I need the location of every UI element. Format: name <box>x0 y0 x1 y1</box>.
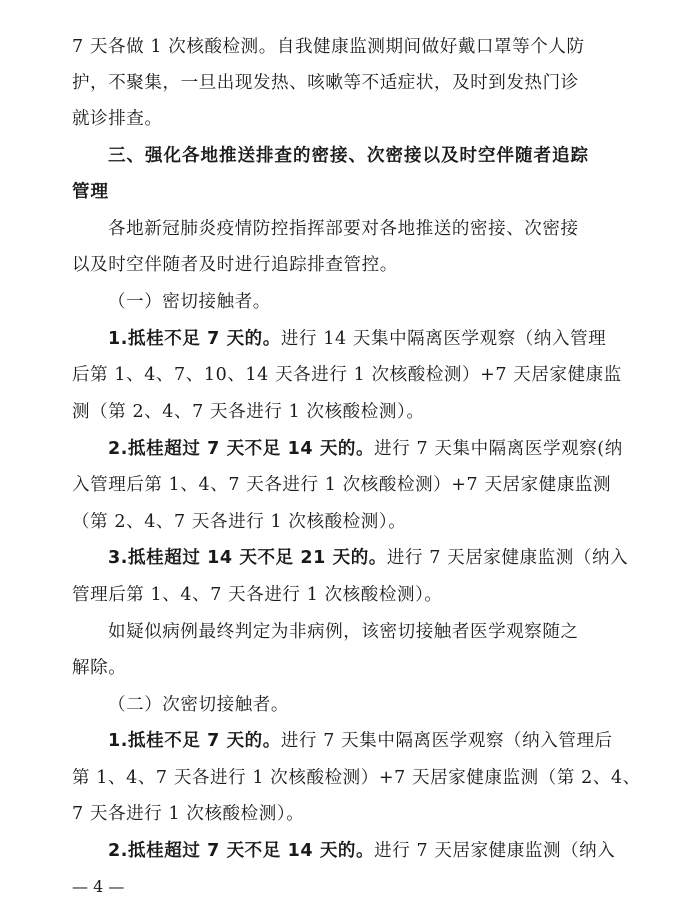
body-line: 入管理后第 1、4、7 天各进行 1 次核酸检测）+7 天居家健康监测 <box>72 475 612 495</box>
secondary-contacts-item-1 <box>108 726 613 756</box>
section-intro-cont: 以及时空伴随者及时进行追踪排查管控。 <box>72 255 398 275</box>
subsection-title-secondary-contacts: （二）次密切接触者。 <box>108 695 289 715</box>
item-lead: 2.抵桂超过 7 天不足 14 天的。 <box>108 439 375 459</box>
close-contacts-item-2 <box>108 434 623 464</box>
body-line: 第 1、4、7 天各进行 1 次核酸检测）+7 天居家健康监测（第 2、4、 <box>72 768 641 788</box>
note-line: 如疑似病例最终判定为非病例，该密切接触者医学观察随之 <box>108 622 579 642</box>
body-line: 护，不聚集，一旦出现发热、咳嗽等不适症状，及时到发热门诊 <box>72 73 579 93</box>
note-line-cont: 解除。 <box>72 658 127 678</box>
item-text: 进行 7 天集中隔离医学观察(纳 <box>374 439 623 459</box>
item-text: 进行 7 天集中隔离医学观察（纳入管理后 <box>280 731 613 751</box>
close-contacts-item-1 <box>108 324 606 354</box>
body-line: 测（第 2、4、7 天各进行 1 次核酸检测）。 <box>72 402 425 422</box>
body-line: 管理后第 1、4、7 天各进行 1 次核酸检测）。 <box>72 585 443 605</box>
item-lead: 2.抵桂超过 7 天不足 14 天的。 <box>108 841 375 861</box>
section-heading-cont: 管理 <box>72 182 109 202</box>
secondary-contacts-item-2 <box>108 836 615 866</box>
item-text: 进行 7 天居家健康监测（纳入 <box>386 548 629 568</box>
item-text: 进行 14 天集中隔离医学观察（纳入管理 <box>280 329 607 349</box>
body-line: （第 2、4、7 天各进行 1 次核酸检测）。 <box>72 512 407 532</box>
close-contacts-item-3 <box>108 543 628 573</box>
item-text: 进行 7 天居家健康监测（纳入 <box>374 841 616 861</box>
item-lead: 1.抵桂不足 7 天的。 <box>108 329 281 349</box>
body-line: 7 天各做 1 次核酸检测。自我健康监测期间做好戴口罩等个人防 <box>72 37 585 57</box>
item-lead: 1.抵桂不足 7 天的。 <box>108 731 281 751</box>
section-heading: 三、强化各地推送排查的密接、次密接以及时空伴随者追踪 <box>108 146 589 166</box>
body-line: 就诊排查。 <box>72 109 163 129</box>
item-lead: 3.抵桂超过 14 天不足 21 天的。 <box>108 548 387 568</box>
subsection-title-close-contacts: （一）密切接触者。 <box>108 292 271 312</box>
section-intro: 各地新冠肺炎疫情防控指挥部要对各地推送的密接、次密接 <box>108 219 579 239</box>
page-number: — 4 — <box>72 877 125 896</box>
body-line: 后第 1、4、7、10、14 天各进行 1 次核酸检测）+7 天居家健康监 <box>72 365 622 385</box>
body-line: 7 天各进行 1 次核酸检测）。 <box>72 804 305 824</box>
